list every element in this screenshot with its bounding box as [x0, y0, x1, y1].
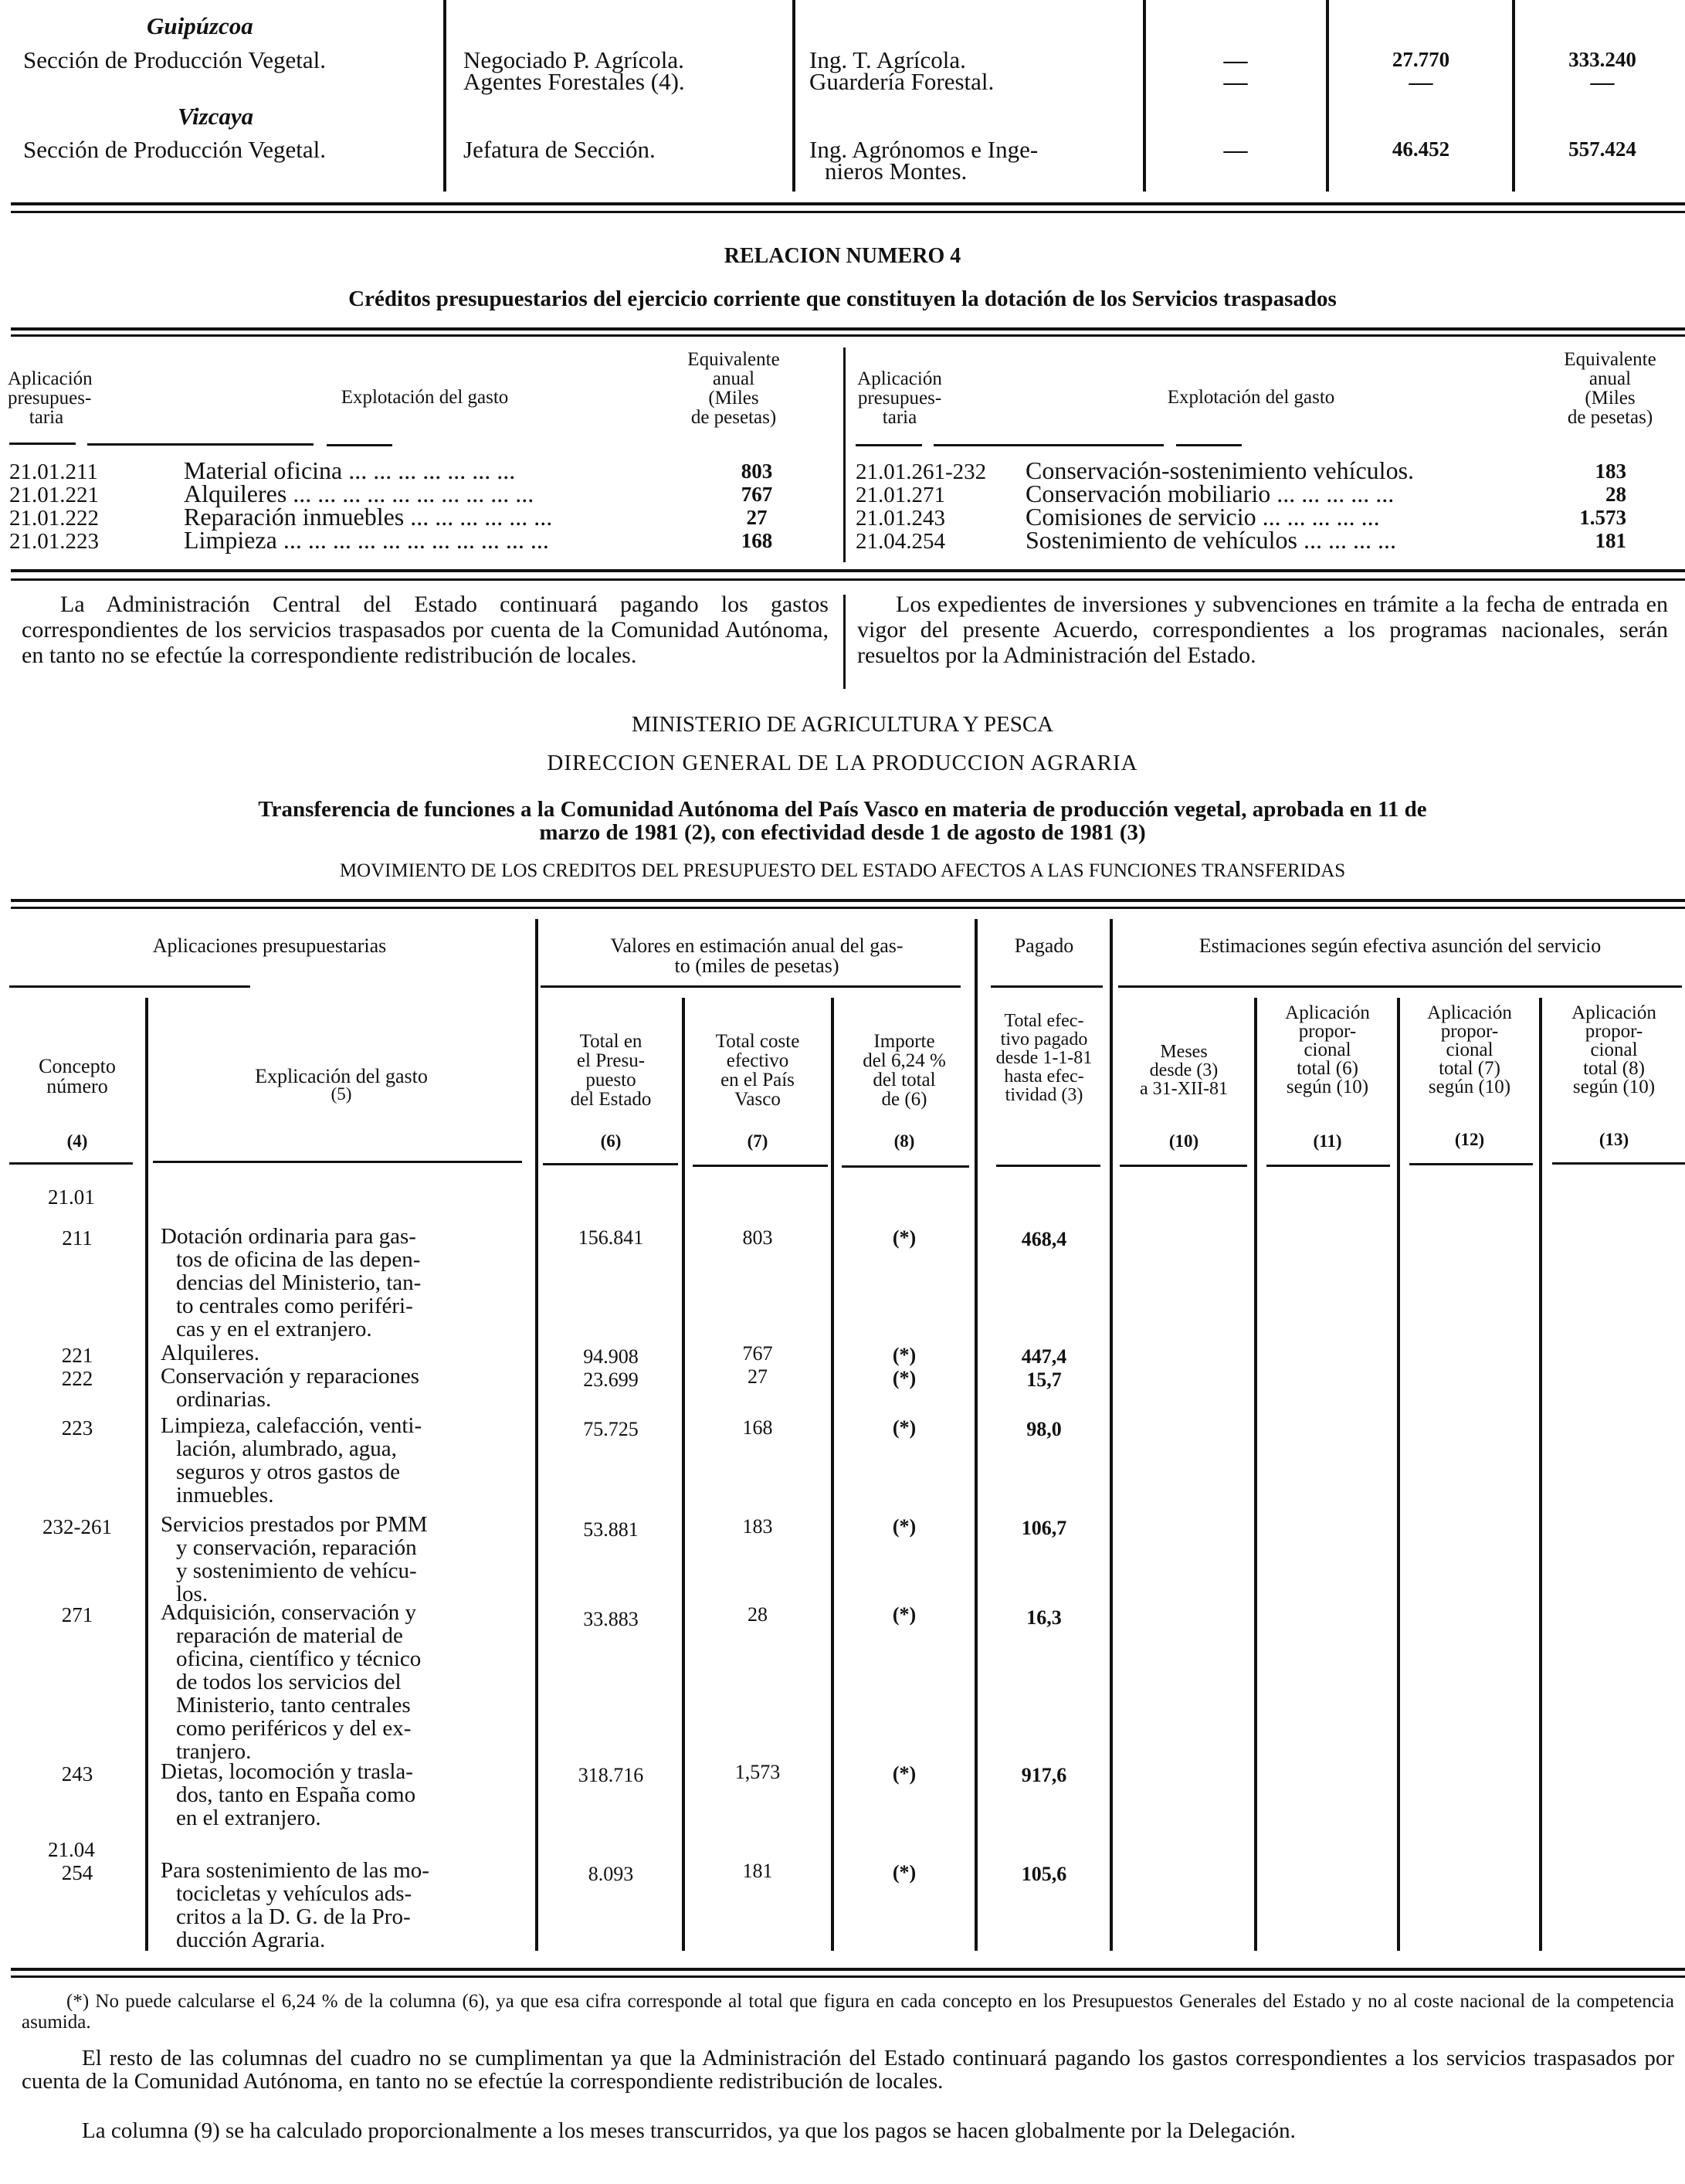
row-desc: Conservación-sostenimiento vehículos. [1026, 456, 1415, 484]
col-number: (8) [893, 1131, 915, 1151]
importe: (*) [892, 1603, 917, 1626]
col-header-equivalente: Equivalente anual (Miles de pesetas) [687, 349, 780, 428]
divider [1397, 998, 1400, 1951]
rule [9, 1162, 133, 1165]
coste-vasco: 168 [742, 1416, 773, 1439]
group-code: 21.04 [48, 1838, 95, 1861]
col-header-aplicacion-8: Aplicación propor- cional total (8) según (10) [1571, 1002, 1656, 1097]
row-description: Limpieza, calefacción, venti- lación, alumbrado, agua, seguros y otros gastos de inmuebles. [161, 1413, 422, 1507]
rule [693, 1165, 828, 1167]
concepto-number: 223 [61, 1416, 93, 1440]
divider [831, 998, 834, 1951]
importe: (*) [892, 1344, 917, 1366]
divider [145, 998, 148, 1951]
dash: — [1409, 68, 1433, 95]
row-desc: Comisiones de servicio ... ... ... ... ... [1026, 503, 1380, 531]
row-code: 21.01.222 [9, 506, 99, 531]
pagado: 447,4 [1021, 1345, 1067, 1368]
col-header-importe: Importe del 6,24 % del total de (6) [863, 1031, 946, 1110]
total-estado: 75.725 [583, 1418, 639, 1440]
row-code: 21.04.254 [856, 529, 945, 554]
rule [996, 1165, 1100, 1167]
dash: — [1223, 46, 1248, 73]
row-desc: Material oficina ... ... ... ... ... ... ... [184, 456, 516, 484]
rule [1118, 985, 1682, 988]
divider [1512, 0, 1515, 192]
staff-line: nieros Montes. [825, 158, 968, 185]
coste-vasco: 28 [748, 1603, 768, 1626]
row-description: Para sostenimiento de las mo- tocicletas y vehículos ads- critos a la D. G. de la Pro- ducción Agraria. [161, 1858, 429, 1952]
rule [327, 444, 392, 446]
importe: (*) [892, 1762, 917, 1785]
pagado: 105,6 [1021, 1863, 1067, 1885]
rule [1266, 1165, 1390, 1167]
row-code: 21.01.211 [9, 460, 98, 484]
divider [1326, 0, 1329, 192]
row-desc: Reparación inmuebles ... ... ... ... ... ... [184, 503, 553, 531]
section-title: RELACION NUMERO 4 [724, 244, 961, 268]
pagado: 16,3 [1026, 1606, 1062, 1629]
pagado: 917,6 [1021, 1764, 1067, 1786]
row-code: 21.01.243 [856, 506, 945, 531]
col-header-explotacion: Explotación del gasto [341, 387, 509, 408]
rule [1176, 444, 1242, 446]
ministry-name: MINISTERIO DE AGRICULTURA Y PESCA [631, 712, 1054, 737]
importe: (*) [892, 1861, 917, 1884]
col-header-concepto: Concepto número [39, 1055, 116, 1097]
row-desc: Limpieza ... ... ... ... ... ... ... ... ... ... ... [184, 526, 549, 554]
rule [11, 202, 1685, 205]
row-desc: Sostenimiento de vehículos ... ... ... ... [1026, 526, 1396, 554]
rule [9, 985, 250, 988]
col-header-coste-vasco: Total coste efectivo en el País Vasco [715, 1031, 800, 1110]
direction-name: DIRECCION GENERAL DE LA PRODUCCION AGRARIA [547, 751, 1138, 775]
row-description: Adquisición, conservación y reparación de material de oficina, científico y técnico de todos los servicios del Ministerio, tanto centrales como periféricos y del ex- tranjero. [161, 1600, 422, 1764]
col-header-aplicacion-7: Aplicación propor- cional total (7) según (10) [1427, 1002, 1512, 1097]
rule [11, 211, 1685, 213]
paragraph-right: Los expedientes de inversiones y subvenciones en trámite a la fecha de entrada en vigor del presente Acuerdo, correspondientes a los programas nacionales, serán resueltos por la Administración del Estado. [857, 592, 1668, 668]
rule [11, 1975, 1685, 1978]
rule [11, 334, 1685, 337]
importe: (*) [892, 1515, 917, 1538]
pagado: 98,0 [1026, 1418, 1062, 1440]
rule [934, 444, 1164, 446]
row-value: 27 [746, 506, 768, 529]
importe: (*) [892, 1416, 917, 1439]
col-number: (7) [747, 1131, 768, 1151]
divider [1143, 0, 1146, 192]
rule [9, 443, 76, 445]
row-description: Dotación ordinaria para gas- tos de oficina de las depen- dencias del Ministerio, tan- to centrales como periféri- cas y en el extranjero. [161, 1224, 422, 1341]
row-code: 21.01.271 [856, 483, 945, 507]
footnote-asterisk: (*) No puede calcularse el 6,24 % de la columna (6), ya que esa cifra corresponde al total que figura en cada concepto en los Presupuestos Generales del Estado y no al coste nacional de la competencia asumida. [22, 1991, 1674, 2033]
rule [11, 907, 1685, 909]
divider [535, 919, 538, 1951]
rule [11, 1968, 1685, 1971]
coste-vasco: 183 [742, 1515, 773, 1538]
importe: (*) [892, 1226, 917, 1249]
organ-line: Jefatura de Sección. [463, 136, 656, 163]
row-value: 28 [1605, 483, 1626, 506]
total-estado: 8.093 [588, 1863, 634, 1885]
row-code: 21.01.223 [9, 529, 99, 554]
col-header-explicacion: Explicación del gasto (5) [255, 1065, 428, 1104]
row-code: 21.01.221 [9, 483, 99, 507]
col-header-meses: Meses desde (3) a 31-XII-81 [1140, 1042, 1228, 1099]
row-description: Conservación y reparaciones ordinarias. [161, 1364, 419, 1412]
unit-label: Sección de Producción Vegetal. [23, 136, 326, 163]
divider [1110, 919, 1113, 1951]
coste-vasco: 1,573 [734, 1761, 781, 1783]
total-estado: 318.716 [578, 1764, 644, 1786]
footnote-columna9: La columna (9) se ha calculado proporcionalmente a los meses transcurridos, ya que los pagos se hacen globalmente por la Delegación. [82, 2118, 1296, 2143]
divider [443, 0, 446, 192]
row-value: 1.573 [1579, 506, 1626, 529]
concepto-number: 254 [61, 1861, 93, 1884]
col-header-aplicacion: Aplicación presupues- taria [857, 368, 942, 428]
dash: — [1590, 68, 1615, 95]
group-header-pagado: Pagado [1014, 934, 1074, 957]
row-desc: Conservación mobiliario ... ... ... ... ... [1026, 480, 1395, 507]
staff-line: Ing. Agrónomos e Inge- [809, 136, 1039, 163]
concepto-number: 243 [61, 1762, 93, 1786]
total-estado: 33.883 [583, 1608, 639, 1630]
importe: (*) [892, 1367, 917, 1389]
group-code: 21.01 [48, 1185, 95, 1209]
col-header-aplicacion-6: Aplicación propor- cional total (6) según (10) [1285, 1002, 1370, 1097]
divider [1539, 998, 1542, 1951]
total-estado: 156.841 [578, 1226, 644, 1249]
col-header-explotacion: Explotación del gasto [1167, 387, 1335, 408]
rule [991, 985, 1103, 988]
rule [842, 1165, 969, 1168]
row-value: 183 [1595, 460, 1626, 483]
pagado: 468,4 [1021, 1228, 1067, 1250]
row-value: 803 [741, 460, 773, 483]
row-description: Servicios prestados por PMM y conservación, reparación y sostenimiento de vehícu- los. [161, 1512, 428, 1606]
footnote-resto: El resto de las columnas del cuadro no se cumplimentan ya que la Administración del Estado continuará pagando los gastos correspondientes a los servicios traspasados por cuenta de la Comunidad Autónoma, en tanto no se efectúe la correspondiente redistribución de locales. [22, 2046, 1674, 2094]
province-guipuzcoa: Guipúzcoa [147, 12, 253, 39]
rule [1120, 1165, 1247, 1167]
divider [843, 595, 846, 689]
dash: — [1223, 68, 1248, 95]
row-description: Dietas, locomoción y trasla- dos, tanto en España como en el extranjero. [161, 1759, 416, 1830]
value: 557.424 [1568, 137, 1636, 161]
col-number: (11) [1313, 1131, 1342, 1151]
rule [153, 1161, 522, 1163]
col-header-total-estado: Total en el Presu- puesto del Estado [570, 1031, 652, 1110]
row-value: 168 [741, 529, 773, 552]
rule [87, 443, 314, 446]
divider [1254, 998, 1257, 1951]
province-vizcaya: Vizcaya [178, 103, 254, 130]
rule [1552, 1162, 1685, 1165]
organ-line: Negociado P. Agrícola. [463, 46, 684, 73]
staff-line: Ing. T. Agrícola. [809, 46, 966, 73]
coste-vasco: 767 [742, 1342, 773, 1365]
coste-vasco: 803 [742, 1226, 773, 1249]
concepto-number: 271 [61, 1603, 93, 1626]
group-header-estimaciones: Estimaciones según efectiva asunción del servicio [1198, 934, 1602, 957]
rule [11, 569, 1685, 572]
col-number: (10) [1168, 1131, 1199, 1151]
rule [543, 1163, 678, 1165]
rule [541, 985, 961, 988]
divider [682, 998, 685, 1951]
value: 27.770 [1392, 48, 1450, 71]
col-number: (4) [66, 1131, 88, 1151]
concepto-number: 222 [61, 1367, 93, 1390]
paragraph-left: La Administración Central del Estado continuará pagando los gastos correspondientes de los servicios traspasados por cuenta de la Comunidad Autónoma, en tanto no se efectúe la correspondiente redistribución de locales. [22, 592, 829, 668]
rule [11, 899, 1685, 902]
col-number: (12) [1454, 1130, 1485, 1149]
col-number: (6) [600, 1131, 622, 1151]
divider [975, 919, 978, 1951]
concepto-number: 232-261 [42, 1515, 112, 1538]
concepto-number: 221 [61, 1344, 93, 1367]
total-estado: 23.699 [583, 1368, 639, 1391]
total-estado: 94.908 [583, 1345, 639, 1368]
divider [792, 0, 795, 192]
rule [856, 444, 922, 446]
col-number: (13) [1599, 1130, 1629, 1149]
rule [1409, 1163, 1533, 1165]
transfer-line-1: Transferencia de funciones a la Comunidad Autónoma del País Vasco en materia de producción vegetal, aprobada en 11 de [258, 797, 1427, 822]
col-header-pagado-total: Total efec- tivo pagado desde 1-1-81 hasta efec- tividad (3) [995, 1011, 1093, 1105]
dash: — [1223, 136, 1248, 163]
group-header-aplicaciones: Aplicaciones presupuestarias [152, 934, 387, 957]
value: 333.240 [1568, 48, 1636, 71]
pagado: 15,7 [1026, 1368, 1062, 1391]
row-code: 21.01.261-232 [856, 460, 987, 484]
rule [11, 327, 1685, 331]
row-value: 181 [1595, 529, 1626, 552]
divider [843, 348, 846, 562]
total-estado: 53.881 [583, 1518, 639, 1541]
group-header-valores: Valores en estimación anual del gas- to (miles de pesetas) [610, 934, 904, 977]
unit-label: Sección de Producción Vegetal. [23, 46, 326, 73]
staff-line: Guardería Forestal. [809, 68, 995, 95]
row-desc: Alquileres ... ... ... ... ... ... ... ... ... ... [184, 480, 534, 507]
coste-vasco: 27 [748, 1365, 768, 1388]
coste-vasco: 181 [742, 1860, 773, 1882]
transfer-line-2: marzo de 1981 (2), con efectividad desde 1 de agosto de 1981 (3) [539, 820, 1146, 845]
value: 46.452 [1392, 137, 1450, 161]
movement-title: MOVIMIENTO DE LOS CREDITOS DEL PRESUPUESTO DEL ESTADO AFECTOS A LAS FUNCIONES TRANSFERIDAS [339, 860, 1346, 881]
col-header-equivalente: Equivalente anual (Miles de pesetas) [1564, 349, 1656, 428]
pagado: 106,7 [1021, 1517, 1067, 1539]
organ-line: Agentes Forestales (4). [463, 68, 685, 95]
row-description: Alquileres. [161, 1341, 260, 1365]
concepto-number: 211 [62, 1226, 93, 1250]
row-value: 767 [741, 483, 773, 506]
rule [11, 578, 1685, 581]
section-subtitle: Créditos presupuestarios del ejercicio corriente que constituyen la dotación de los Servicios traspasados [348, 287, 1337, 311]
col-header-aplicacion: Aplicación presupues- taria [8, 368, 93, 428]
